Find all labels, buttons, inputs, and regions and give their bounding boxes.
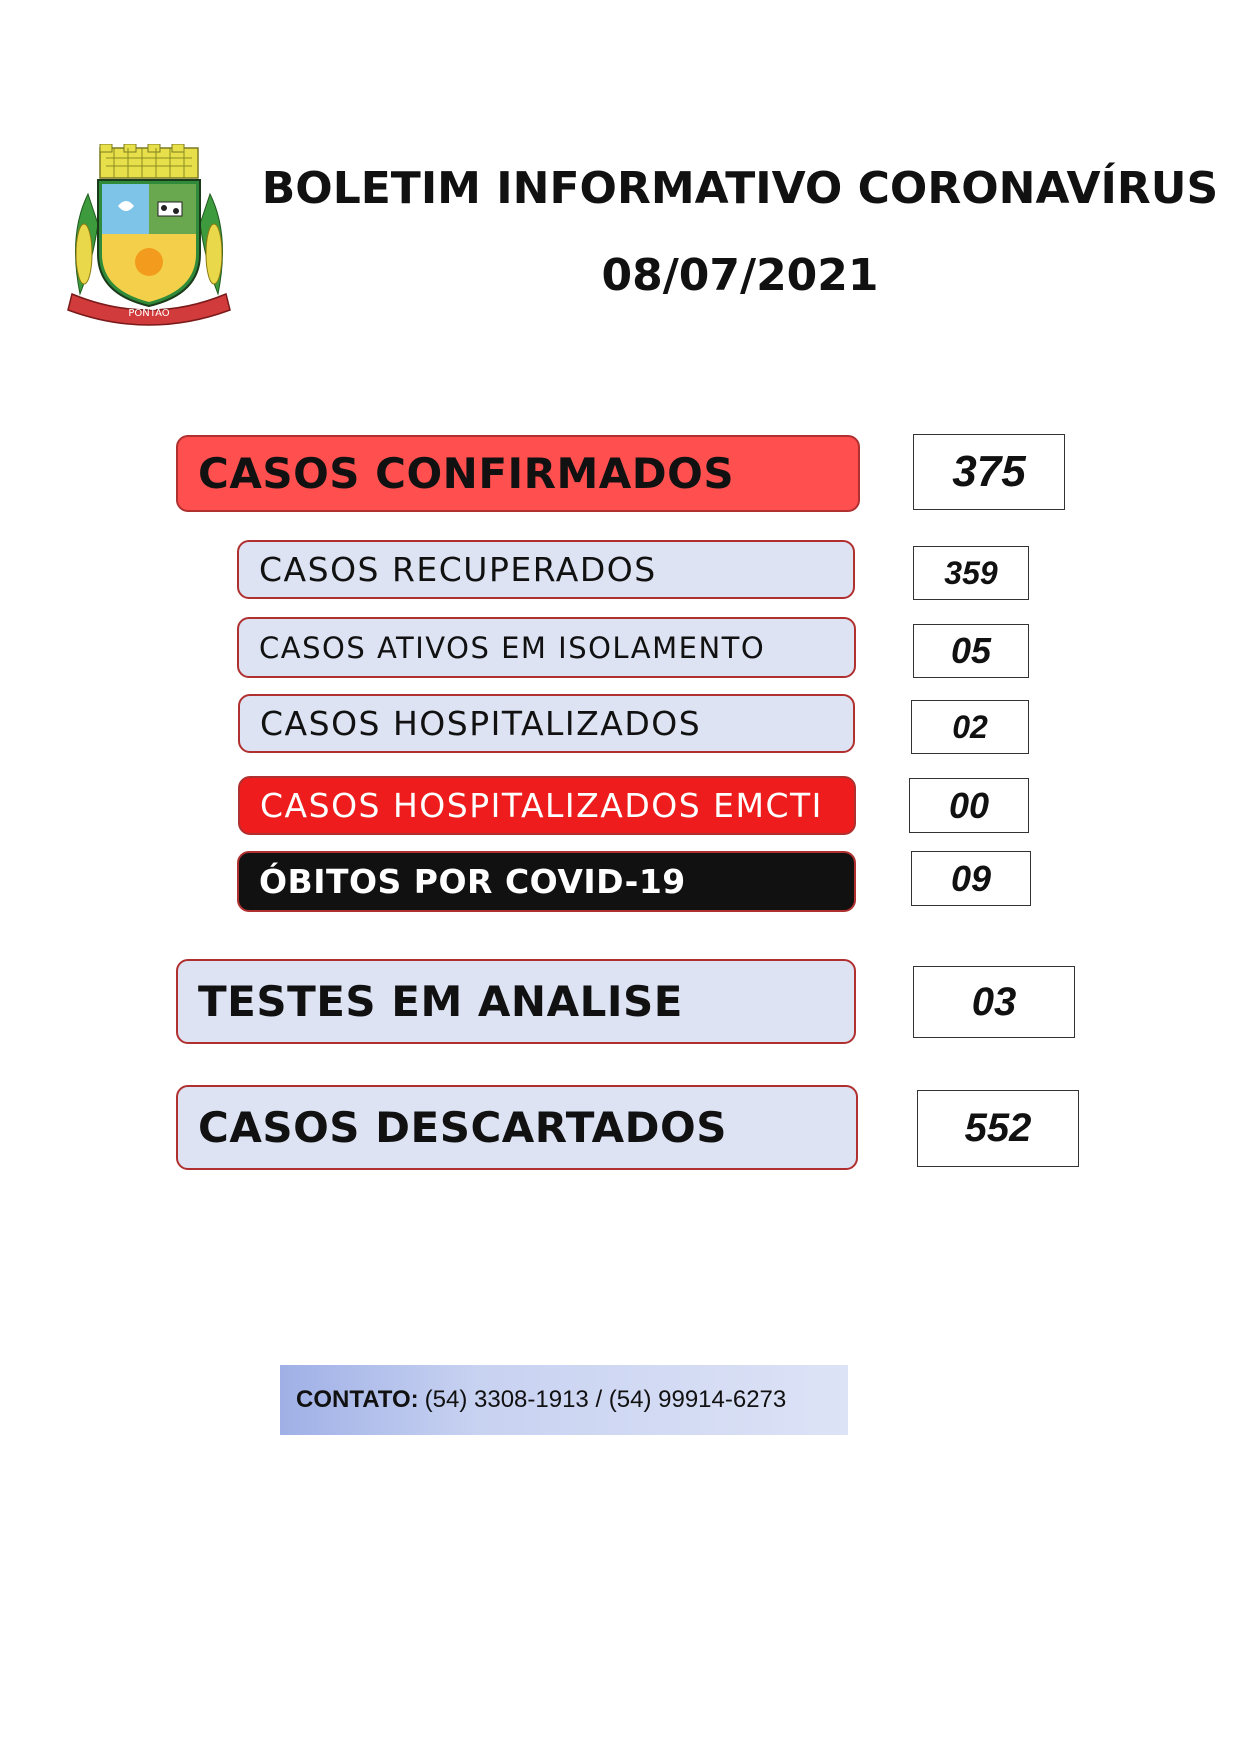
discarded-cases-label [176, 1085, 858, 1170]
recovered-cases-label [237, 540, 855, 599]
confirmed-cases-value: 375 [913, 434, 1065, 510]
hospitalized-text: CASOS HOSPITALIZADOS [260, 704, 702, 743]
active-isolation-text: CASOS ATIVOS EM ISOLAMENTO [259, 630, 766, 665]
recovered-cases-value: 359 [913, 546, 1029, 600]
municipal-crest-icon [58, 144, 240, 326]
active-isolation-label [237, 617, 856, 678]
hospitalized-label [238, 694, 855, 753]
hospitalized-value: 02 [911, 700, 1029, 754]
contact-phones: (54) 3308-1913 / (54) 99914-6273 [424, 1386, 787, 1413]
icu-hospitalized-label [238, 776, 856, 835]
deaths-value: 09 [911, 851, 1031, 906]
tests-pending-text: TESTES EM ANALISE [198, 977, 683, 1026]
contact-bar [280, 1365, 848, 1435]
deaths-text: ÓBITOS POR COVID-19 [259, 862, 686, 901]
icu-hospitalized-text: CASOS HOSPITALIZADOS EMCTI [260, 786, 823, 825]
page-title: BOLETIM INFORMATIVO CORONAVÍRUS [261, 163, 1219, 214]
confirmed-cases-text: CASOS CONFIRMADOS [198, 449, 735, 498]
bulletin-date: 08/07/2021 [601, 250, 879, 301]
tests-pending-label [176, 959, 856, 1044]
discarded-cases-text: CASOS DESCARTADOS [198, 1103, 727, 1152]
crest-ribbon-text: PONTÃO [128, 308, 170, 319]
deaths-label [237, 851, 856, 912]
active-isolation-value: 05 [913, 624, 1029, 678]
discarded-cases-value: 552 [917, 1090, 1079, 1167]
tests-pending-value: 03 [913, 966, 1075, 1038]
recovered-cases-text: CASOS RECUPERADOS [259, 550, 657, 589]
confirmed-cases-label [176, 435, 860, 512]
icu-hospitalized-value: 00 [909, 778, 1029, 833]
contact-label: CONTATO: [296, 1386, 419, 1413]
